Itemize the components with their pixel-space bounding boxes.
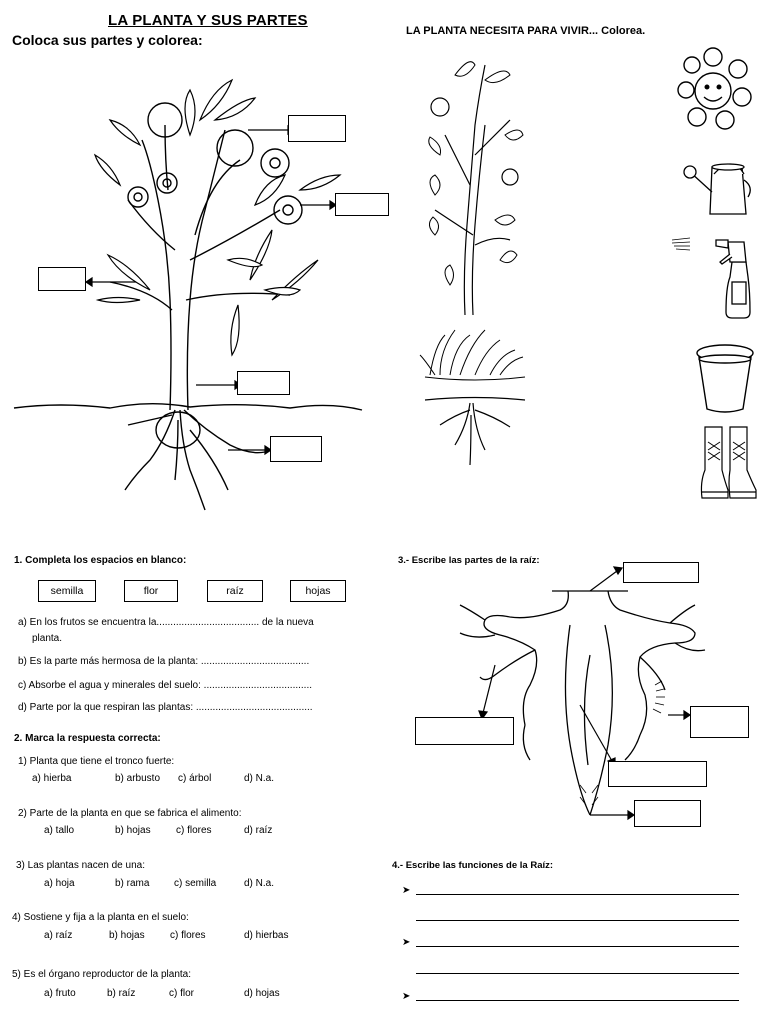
spray-bottle-icon [670,232,760,322]
question-3: 3) Las plantas nacen de una: [16,860,145,871]
option-4d[interactable]: d) hierbas [244,930,289,941]
answer-line[interactable] [416,973,739,974]
fill-line-d: d) Parte por la que respiran las plantas: .......................................... [18,702,313,713]
option-5a[interactable]: a) fruto [44,988,76,999]
option-3b[interactable]: b) rama [115,878,150,889]
fill-line-a: a) En los frutos se encuentra la..................................... de la nueva [18,617,314,628]
option-4b[interactable]: b) hojas [109,930,145,941]
answer-line[interactable] [416,894,739,895]
question-2: 2) Parte de la planta en que se fabrica el alimento: [18,808,242,819]
right-subtitle: LA PLANTA NECESITA PARA VIVIR... Colorea. [406,25,646,37]
sun-icon [680,45,750,125]
label-box-root[interactable] [270,436,322,462]
word-box-flor: flor [124,580,178,602]
question-5: 5) Es el órgano reproductor de la planta: [12,969,191,980]
option-2c[interactable]: c) flores [176,825,212,836]
fill-line-c: c) Absorbe el agua y minerales del suelo: ....................................... [18,680,313,691]
root-label-box-top[interactable] [623,562,699,583]
label-box-fruit[interactable] [288,115,346,142]
root-label-box-bottom[interactable] [634,800,701,827]
option-3d[interactable]: d) N.a. [244,878,275,889]
boots-icon [700,422,760,502]
answer-line[interactable] [416,946,739,947]
option-1c[interactable]: c) árbol [178,773,212,784]
word-box-semilla: semilla [38,580,96,602]
option-1a[interactable]: a) hierba [32,773,72,784]
left-subtitle: Coloca sus partes y colorea: [12,32,203,48]
root-label-box-right[interactable] [690,706,749,738]
flower-pot-icon [695,343,759,413]
word-box-raiz: raíz [207,580,263,602]
section2-heading: 2. Marca la respuesta correcta: [14,733,161,744]
plant-needs-drawing [415,45,535,505]
section3-heading: 3.- Escribe las partes de la raíz: [398,555,540,566]
answer-line[interactable] [416,920,739,921]
question-1: 1) Planta que tiene el tronco fuerte: [18,756,175,767]
label-box-stem[interactable] [237,371,290,395]
label-box-leaf[interactable] [38,267,86,291]
section4-heading: 4.- Escribe las funciones de la Raíz: [392,860,554,871]
option-1d[interactable]: d) N.a. [244,773,275,784]
option-4a[interactable]: a) raíz [44,930,73,941]
option-5c[interactable]: c) flor [169,988,194,999]
label-box-flower[interactable] [335,193,389,216]
bullet-arrow-icon: ➤ [402,991,411,1002]
worksheet-title: LA PLANTA Y SUS PARTES [108,12,308,29]
option-4c[interactable]: c) flores [170,930,206,941]
question-4: 4) Sostiene y fija a la planta en el suelo: [12,912,189,923]
watering-can-icon [682,152,752,218]
fill-line-a-cont: planta. [32,633,63,644]
bullet-arrow-icon: ➤ [402,885,411,896]
option-2b[interactable]: b) hojas [115,825,151,836]
option-5d[interactable]: d) hojas [244,988,280,999]
option-2d[interactable]: d) raíz [244,825,273,836]
section1-heading: 1. Completa los espacios en blanco: [14,555,187,566]
fill-line-b: b) Es la parte más hermosa de la planta: ....................................... [18,656,310,667]
option-3a[interactable]: a) hoja [44,878,75,889]
word-box-hojas: hojas [290,580,346,602]
option-3c[interactable]: c) semilla [174,878,217,889]
option-5b[interactable]: b) raíz [107,988,136,999]
root-label-box-middle[interactable] [608,761,707,787]
option-1b[interactable]: b) arbusto [115,773,161,784]
option-2a[interactable]: a) tallo [44,825,75,836]
bullet-arrow-icon: ➤ [402,937,411,948]
answer-line[interactable] [416,1000,739,1001]
root-label-box-left[interactable] [415,717,514,745]
